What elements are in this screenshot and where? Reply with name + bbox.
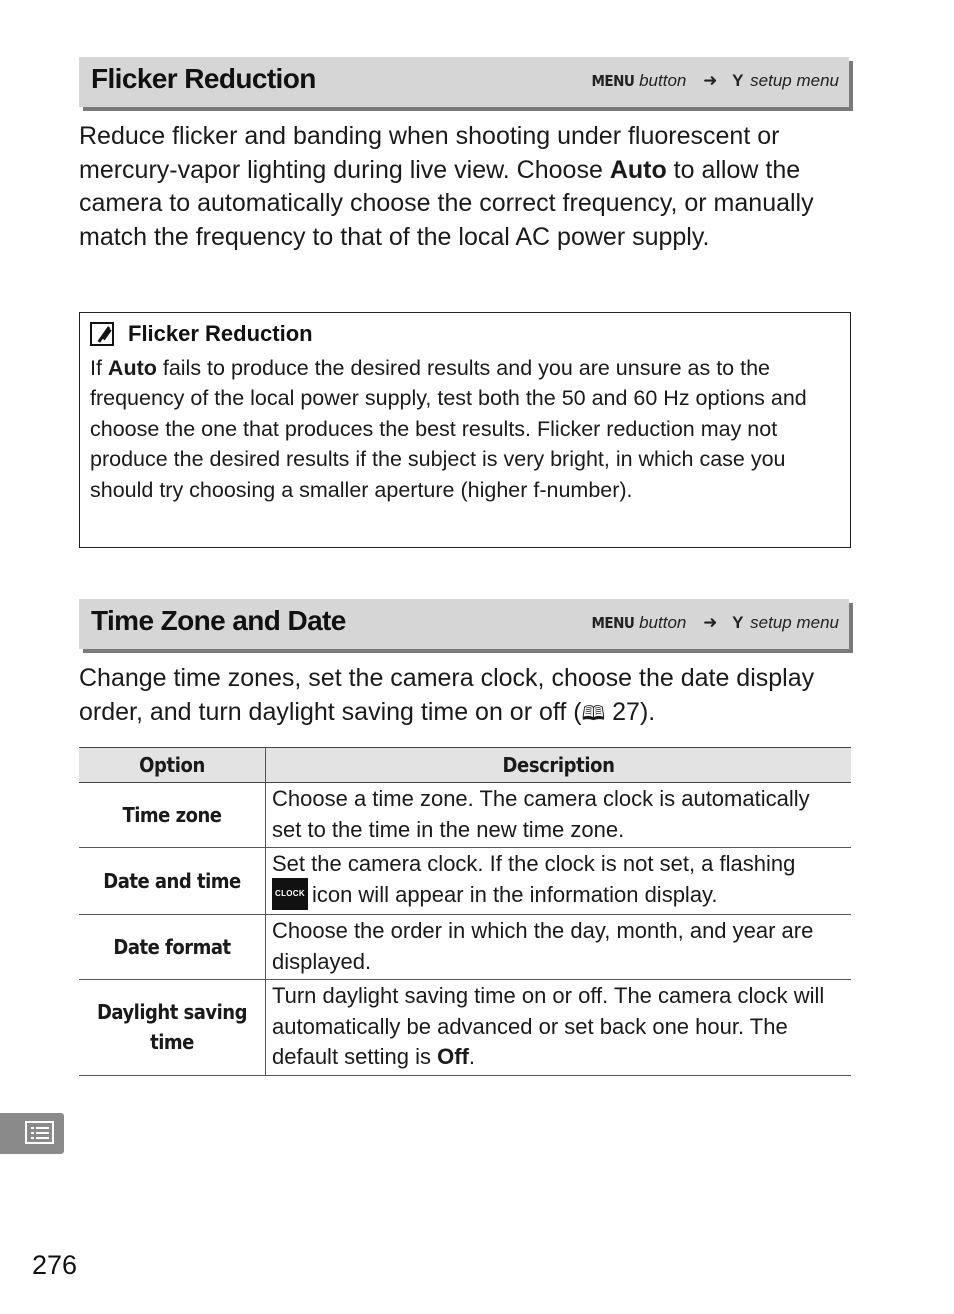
auto-option-text: Auto bbox=[107, 356, 157, 380]
page-reference-link[interactable]: 27). bbox=[605, 697, 656, 726]
page-number: 276 bbox=[32, 1250, 78, 1280]
option-cell: Date and time bbox=[79, 848, 266, 915]
note-text-part: If bbox=[90, 356, 108, 380]
description-text: icon will appear in the information display. bbox=[311, 881, 718, 907]
chapter-tab[interactable] bbox=[0, 1113, 64, 1154]
table-row bbox=[79, 980, 851, 1076]
wrench-icon: Y bbox=[732, 71, 744, 90]
table-row bbox=[79, 783, 851, 848]
book-reference-icon: 🕮 bbox=[581, 702, 606, 725]
menu-list-icon bbox=[25, 1121, 54, 1144]
paragraph-text: Change time zones, set the camera clock, choose the date display order, and turn daylight saving time on or off ( bbox=[79, 664, 815, 726]
arrow-right-icon: ➜ bbox=[703, 71, 718, 90]
column-header-option: Option bbox=[79, 748, 266, 783]
time-zone-intro-paragraph bbox=[79, 662, 854, 731]
flicker-intro-paragraph bbox=[79, 120, 854, 254]
menu-button-label: MENU bbox=[591, 614, 635, 632]
description-text: Turn daylight saving time on or off. The camera clock will automatically be advanced or set back one hour. The default setting is bbox=[272, 983, 825, 1069]
pencil-note-icon bbox=[90, 322, 114, 346]
note-box bbox=[79, 312, 851, 548]
section-title: Time Zone and Date bbox=[91, 605, 346, 636]
note-text bbox=[90, 353, 840, 505]
arrow-right-icon: ➜ bbox=[703, 613, 718, 632]
setup-menu-label: setup menu bbox=[750, 71, 839, 90]
wrench-icon: Y bbox=[732, 613, 744, 632]
button-word: button bbox=[639, 613, 687, 632]
table-row bbox=[79, 915, 851, 980]
button-word: button bbox=[639, 71, 687, 90]
note-title-text: Flicker Reduction bbox=[128, 321, 313, 346]
table-header-row bbox=[79, 748, 851, 783]
options-table bbox=[79, 747, 851, 1076]
paragraph-text: Reduce flicker and banding when shooting under fluorescent or mercury-vapor lighting during live view. Choose bbox=[79, 122, 780, 184]
menu-path bbox=[591, 71, 839, 91]
section-header-flicker-reduction bbox=[79, 57, 849, 107]
section-header-time-zone-and-date bbox=[79, 599, 849, 649]
description-cell: Choose the order in which the day, month, and year are displayed. bbox=[266, 915, 852, 980]
description-text: . bbox=[468, 1044, 475, 1069]
option-cell: Time zone bbox=[79, 783, 266, 848]
auto-option-text: Auto bbox=[609, 155, 667, 184]
description-cell bbox=[266, 848, 852, 915]
description-cell: Choose a time zone. The camera clock is automatically set to the time in the new time zone. bbox=[266, 783, 852, 848]
note-title bbox=[90, 321, 313, 347]
clock-icon: CLOCK bbox=[272, 878, 308, 911]
menu-button-label: MENU bbox=[591, 72, 635, 90]
setup-menu-label: setup menu bbox=[750, 613, 839, 632]
description-cell bbox=[266, 980, 852, 1076]
note-text-part: fails to produce the desired results and you are unsure as to the frequency of the local power supply, test both the 50 and 60 Hz options and choose the one that produces the best results. Flicker reduction may not produce the desired results if the subject is very bright, in which case you should try choosing a smaller aperture (higher f-number). bbox=[90, 356, 807, 502]
column-header-description: Description bbox=[266, 748, 852, 783]
section-title: Flicker Reduction bbox=[91, 63, 316, 94]
option-cell: Date format bbox=[79, 915, 266, 980]
paragraph-text: to allow the camera to automatically choose the correct frequency, or manually match the frequency to that of the local AC power supply. bbox=[79, 155, 814, 251]
menu-path bbox=[591, 613, 839, 633]
table-row bbox=[79, 848, 851, 915]
off-option-text: Off bbox=[437, 1044, 469, 1069]
description-text: Set the camera clock. If the clock is not set, a flashing bbox=[272, 851, 796, 876]
option-cell: Daylight saving time bbox=[79, 980, 266, 1076]
